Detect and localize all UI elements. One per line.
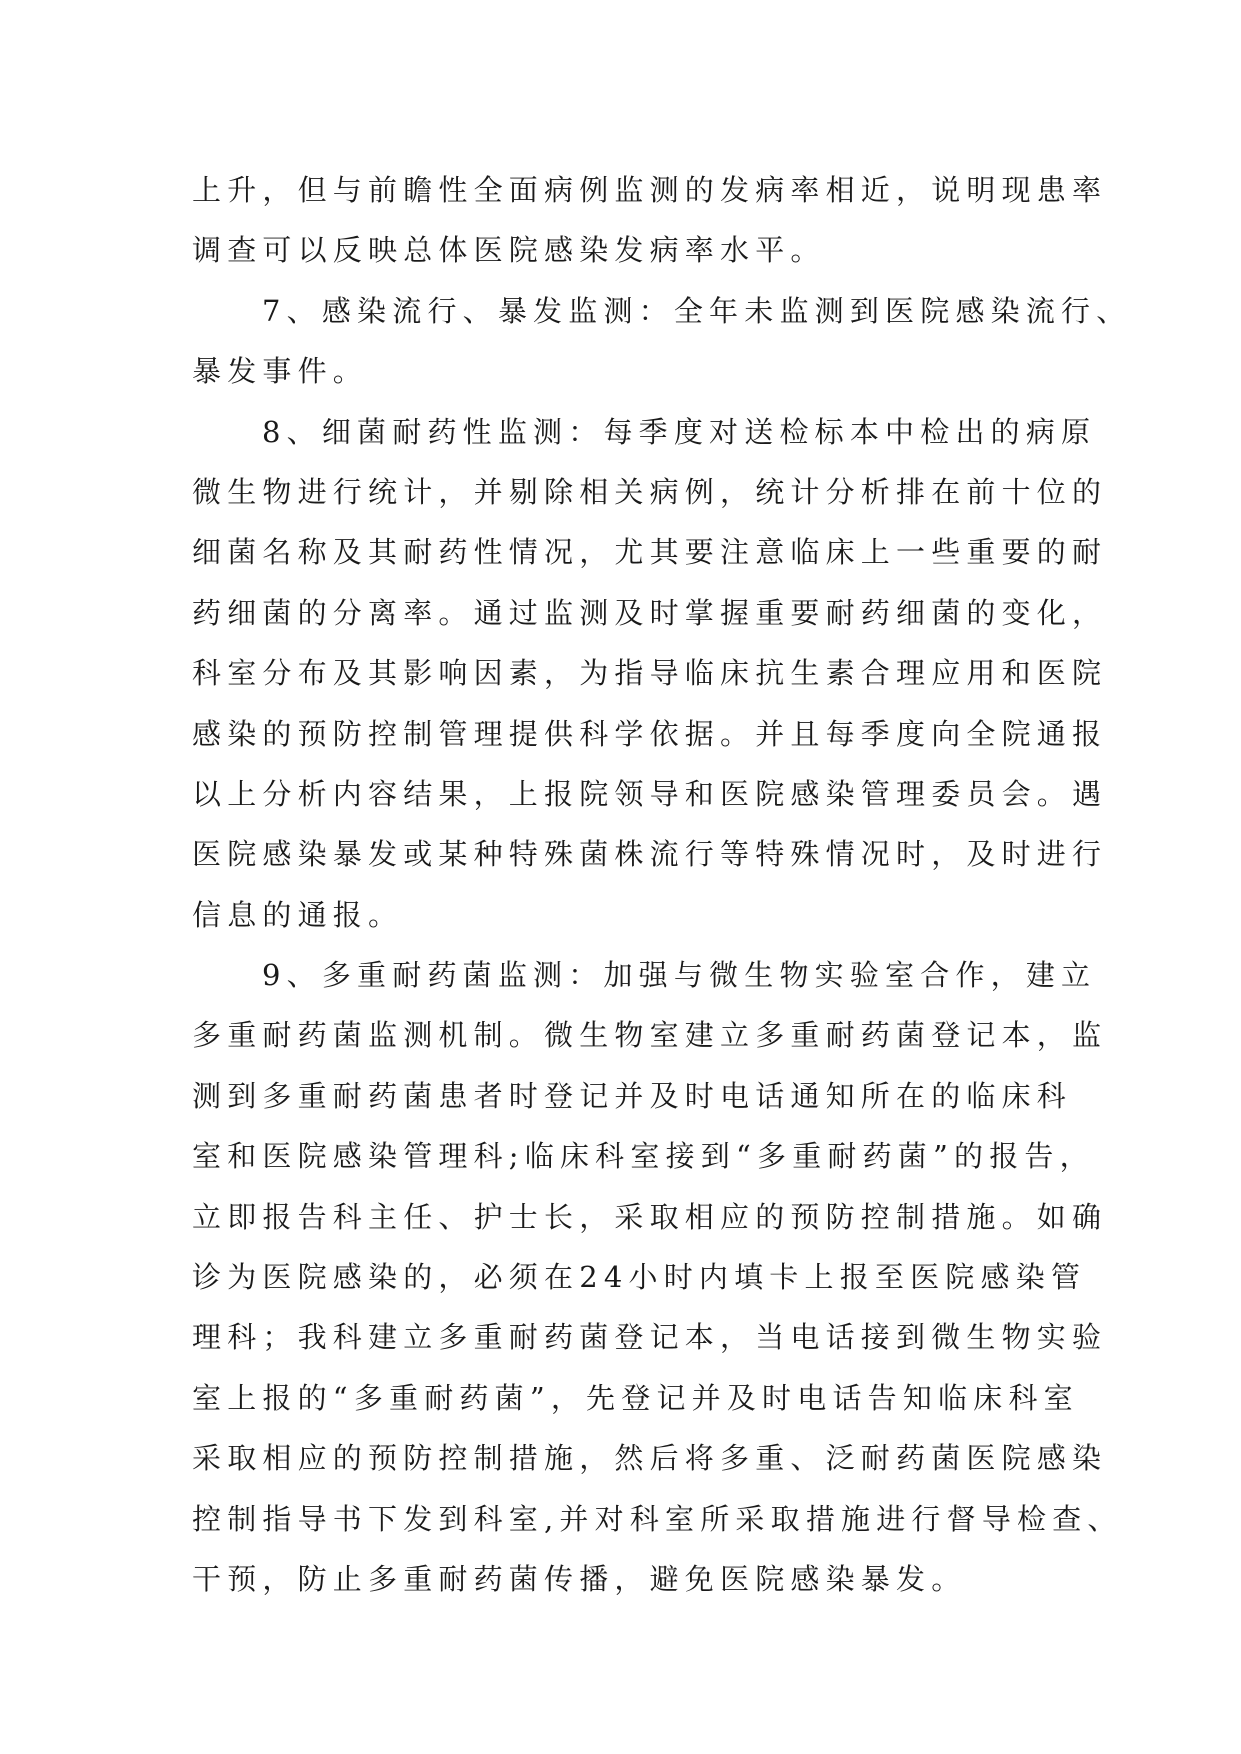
- text-line: 感染的预防控制管理提供科学依据。并且每季度向全院通报: [192, 716, 1108, 751]
- paragraph-start-line: 7、感染流行、暴发监测：全年未监测到医院感染流行、: [262, 293, 1132, 328]
- text-line: 测到多重耐药菌患者时登记并及时电话通知所在的临床科: [192, 1078, 1073, 1113]
- text-line: 药细菌的分离率。通过监测及时掌握重要耐药细菌的变化，: [192, 595, 1108, 630]
- text-line: 微生物进行统计，并剔除相关病例，统计分析排在前十位的: [192, 474, 1108, 509]
- text-line: 暴发事件。: [192, 354, 369, 389]
- text-line: 调查可以反映总体医院感染发病率水平。: [192, 233, 826, 268]
- text-line: 医院感染暴发或某种特殊菌株流行等特殊情况时，及时进行: [192, 837, 1108, 872]
- paragraph-start-line: 9、多重耐药菌监测：加强与微生物实验室合作，建立: [262, 958, 1097, 993]
- text-line: 理科；我科建立多重耐药菌登记本，当电话接到微生物实验: [192, 1320, 1108, 1355]
- text-line: 诊为医院感染的，必须在24小时内填卡上报至医院感染管: [192, 1260, 1087, 1295]
- text-line: 室和医院感染管理科;临床科室接到“多重耐药菌”的报告，: [192, 1139, 1095, 1174]
- text-line: 多重耐药菌监测机制。微生物室建立多重耐药菌登记本，监: [192, 1018, 1108, 1053]
- text-line: 控制指导书下发到科室,并对科室所采取措施进行督导检查、: [192, 1501, 1123, 1536]
- body-text: [192, 160, 1132, 1609]
- text-line: 以上分析内容结果，上报院领导和医院感染管理委员会。遇: [192, 776, 1108, 811]
- text-line: 室上报的“多重耐药菌”，先登记并及时电话告知临床科室: [192, 1380, 1079, 1415]
- paragraph-start-line: 8、细菌耐药性监测：每季度对送检标本中检出的病原: [262, 414, 1097, 449]
- text-line: 上升，但与前瞻性全面病例监测的发病率相近，说明现患率: [192, 173, 1108, 207]
- text-line: 立即报告科主任、护士长，采取相应的预防控制措施。如确: [192, 1199, 1108, 1234]
- text-line: 干预，防止多重耐药菌传播，避免医院感染暴发。: [192, 1561, 967, 1596]
- text-line: 科室分布及其影响因素，为指导临床抗生素合理应用和医院: [192, 656, 1108, 691]
- text-line: 细菌名称及其耐药性情况，尤其要注意临床上一些重要的耐: [192, 535, 1108, 570]
- text-line: 采取相应的预防控制措施，然后将多重、泛耐药菌医院感染: [192, 1441, 1108, 1476]
- text-line: 信息的通报。: [192, 897, 404, 932]
